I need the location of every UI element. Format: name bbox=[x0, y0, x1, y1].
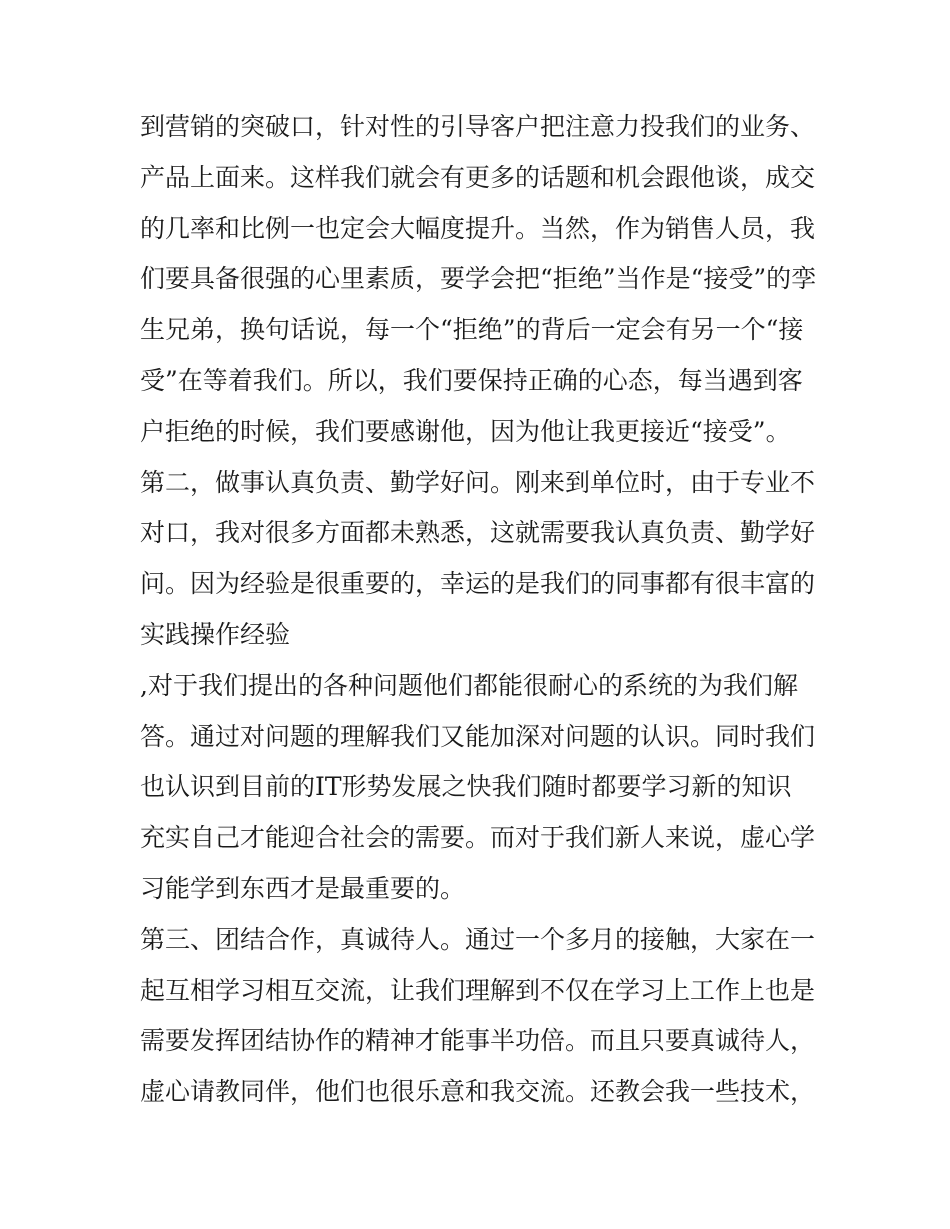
text-line: 受”在等着我们。所以，我们要保持正确的心态，每当遇到客 bbox=[140, 365, 803, 395]
text-line: ,对于我们提出的各种问题他们都能很耐心的系统的为我们解 bbox=[140, 670, 798, 700]
text-line: 生兄弟，换句话说，每一个“拒绝”的背后一定会有另一个“接 bbox=[140, 315, 804, 345]
text-line: 产品上面来。这样我们就会有更多的话题和机会跟他谈，成交 bbox=[140, 162, 816, 192]
text-line: 也认识到目前的IT形势发展之快我们随时都要学习新的知识 bbox=[140, 772, 792, 802]
text-line: 第二，做事认真负责、勤学好问。刚来到单位时，由于专业不 bbox=[140, 467, 816, 497]
text-line: 第三、团结合作，真诚待人。通过一个多月的接触，大家在一 bbox=[140, 924, 816, 954]
text-line: 问。因为经验是很重要的，幸运的是我们的同事都有很丰富的 bbox=[140, 569, 816, 599]
text-line: 虚心请教同伴，他们也很乐意和我交流。还教会我一些技术， bbox=[140, 1077, 816, 1107]
text-line: 对口，我对很多方面都未熟悉，这就需要我认真负责、勤学好 bbox=[140, 518, 816, 548]
document-body bbox=[140, 102, 820, 1118]
text-line: 们要具备很强的心里素质，要学会把“拒绝”当作是“接受”的孪 bbox=[140, 264, 817, 294]
text-line: 充实自己才能迎合社会的需要。而对于我们新人来说，虚心学 bbox=[140, 823, 816, 853]
text-line: 起互相学习相互交流，让我们理解到不仅在学习上工作上也是 bbox=[140, 975, 816, 1005]
text-line: 的几率和比例一也定会大幅度提升。当然，作为销售人员，我 bbox=[140, 213, 816, 243]
text-line: 户拒绝的时候，我们要感谢他，因为他让我更接近“接受”。 bbox=[140, 416, 791, 446]
text-line: 需要发挥团结协作的精神才能事半功倍。而且只要真诚待人， bbox=[140, 1026, 816, 1056]
text-line: 实践操作经验 bbox=[140, 619, 291, 649]
text-line: 到营销的突破口，针对性的引导客户把注意力投我们的业务、 bbox=[140, 112, 816, 141]
text-line: 习能学到东西才是最重要的。 bbox=[140, 873, 466, 903]
text-line: 答。通过对问题的理解我们又能加深对问题的认识。同时我们 bbox=[140, 721, 816, 751]
